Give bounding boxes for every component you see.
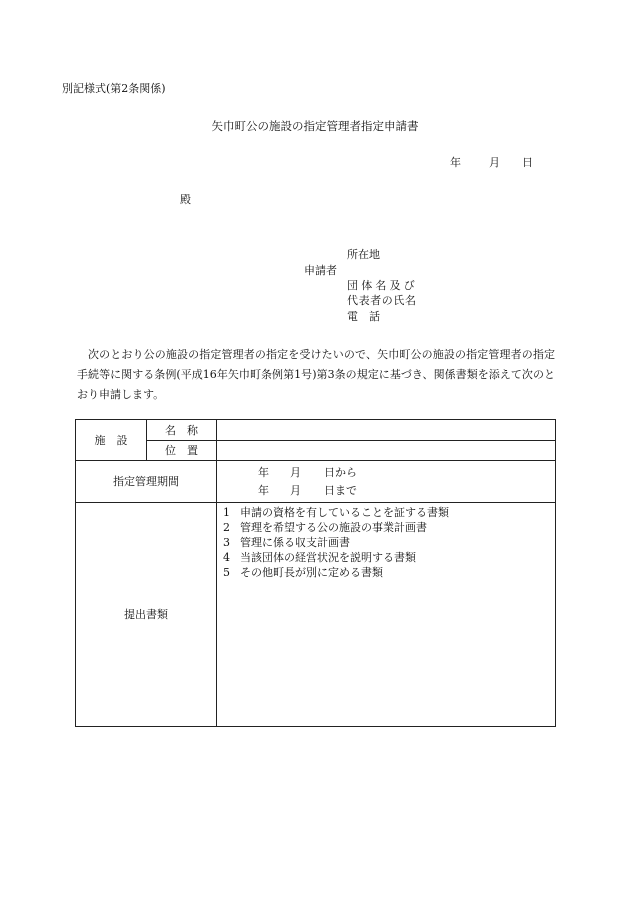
document-item-text: 当該団体の経営状況を説明する書類: [240, 551, 416, 564]
facility-name-value[interactable]: [217, 420, 556, 441]
date-line: [450, 157, 533, 168]
phone-char-2: 話: [369, 310, 380, 323]
application-table: [75, 419, 556, 727]
applicant-phone-label: [347, 311, 391, 322]
documents-label: 提出書類: [76, 503, 217, 727]
period-to-month: 月: [290, 483, 301, 497]
facility-location-value[interactable]: [217, 441, 556, 461]
document-item-text: 管理に係る収支計画書: [240, 536, 350, 549]
period-from: [258, 464, 555, 482]
document-item: [223, 535, 555, 550]
period-to: [258, 482, 555, 500]
period-from-day: 日から: [324, 465, 357, 479]
applicant-rep-label: 代表者の氏名: [347, 294, 417, 307]
document-item: [223, 565, 555, 580]
applicant-label: 申請者: [304, 264, 337, 277]
document-title: 矢巾町公の施設の指定管理者指定申請書: [211, 119, 419, 133]
date-month: 月: [489, 156, 500, 169]
date-day: 日: [522, 156, 533, 169]
period-label: 指定管理期間: [76, 461, 217, 503]
period-to-year: 年: [258, 483, 269, 497]
date-year: 年: [450, 156, 461, 169]
addressee-suffix: 殿: [180, 193, 191, 206]
facility-name-label: 名称: [147, 420, 217, 441]
document-item-number: 1: [223, 506, 230, 519]
document-item: [223, 505, 555, 520]
document-item-text: 管理を希望する公の施設の事業計画書: [240, 521, 427, 534]
documents-list: [217, 503, 556, 727]
period-from-month: 月: [290, 465, 301, 479]
document-item: [223, 520, 555, 535]
document-item-number: 5: [223, 566, 230, 579]
document-item-number: 3: [223, 536, 230, 549]
facility-location-label: 位置: [147, 441, 217, 461]
application-statement: 次のとおり公の施設の指定管理者の指定を受けたいので、矢巾町公の施設の指定管理者の指定手続等に関する条例(平成16年矢巾町条例第1号)第3条の規定に基づき、関係書類を添えて次のとおり申請します。: [77, 348, 555, 401]
applicant-address-label: 所在地: [347, 248, 380, 261]
period-from-year: 年: [258, 465, 269, 479]
phone-char-1: 電: [347, 310, 358, 323]
document-item-number: 4: [223, 551, 230, 564]
facility-label: 施設: [76, 420, 147, 461]
document-item-number: 2: [223, 521, 230, 534]
period-value[interactable]: [217, 461, 556, 503]
period-to-day: 日まで: [324, 483, 357, 497]
document-item-text: 申請の資格を有していることを証する書類: [240, 506, 449, 519]
document-item: [223, 550, 555, 565]
document-item-text: その他町長が別に定める書類: [240, 566, 383, 579]
applicant-org-label: 団体名及び: [347, 279, 418, 292]
form-reference: 別記様式(第2条関係): [62, 82, 166, 95]
